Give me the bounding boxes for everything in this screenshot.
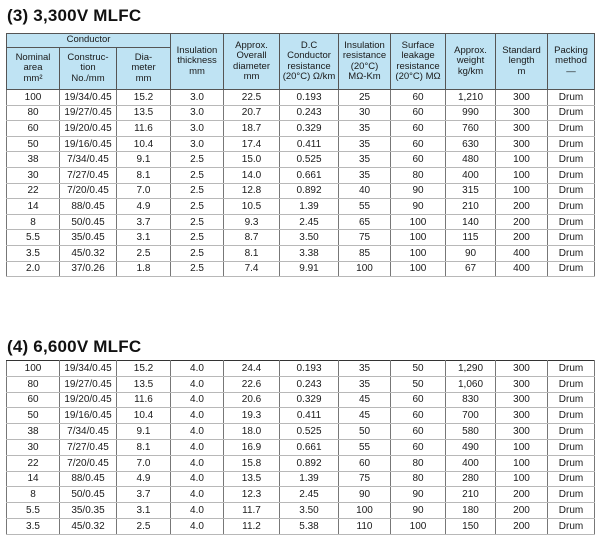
insulation-resistance-cell: 110 (339, 518, 391, 534)
packing-method-cell: Drum (548, 455, 595, 471)
diameter-cell: 7.0 (117, 455, 171, 471)
insulation-thickness-cell: 3.0 (171, 121, 224, 137)
standard-length-header: Standard length m (496, 34, 548, 90)
packing-method-header: Packing method — (548, 34, 595, 90)
surface-leakage-cell: 90 (391, 487, 446, 503)
diameter-cell: 3.1 (117, 230, 171, 246)
standard-length-cell: 300 (496, 361, 548, 377)
table-row (7, 245, 595, 261)
nominal-area-cell: 100 (7, 90, 60, 106)
surface-leakage-cell: 80 (391, 455, 446, 471)
table-row (7, 487, 595, 503)
insulation-resistance-cell: 60 (339, 455, 391, 471)
diameter-cell: 9.1 (117, 424, 171, 440)
insulation-resistance-cell: 35 (339, 136, 391, 152)
surface-leakage-cell: 100 (391, 245, 446, 261)
insulation-thickness-cell: 4.0 (171, 361, 224, 377)
diameter-cell: 3.7 (117, 487, 171, 503)
standard-length-cell: 200 (496, 503, 548, 519)
construction-cell: 50/0.45 (60, 487, 117, 503)
nominal-area-cell: 5.5 (7, 230, 60, 246)
packing-method-cell: Drum (548, 183, 595, 199)
construction-cell: 7/27/0.45 (60, 167, 117, 183)
overall-diameter-cell: 16.9 (224, 439, 280, 455)
insulation-thickness-cell: 4.0 (171, 455, 224, 471)
dc-resistance-cell: 0.525 (280, 424, 339, 440)
overall-diameter-cell: 13.5 (224, 471, 280, 487)
nominal-area-cell: 8 (7, 214, 60, 230)
insulation-thickness-cell: 4.0 (171, 487, 224, 503)
surface-leakage-cell: 60 (391, 121, 446, 137)
standard-length-cell: 300 (496, 121, 548, 137)
nominal-area-cell: 2.0 (7, 261, 60, 277)
table-row (7, 167, 595, 183)
insulation-resistance-cell: 100 (339, 503, 391, 519)
insulation-thickness-cell: 2.5 (171, 183, 224, 199)
construction-cell: 7/20/0.45 (60, 183, 117, 199)
surface-leakage-cell: 60 (391, 105, 446, 121)
dc-resistance-cell: 5.38 (280, 518, 339, 534)
weight-cell: 760 (446, 121, 496, 137)
packing-method-cell: Drum (548, 230, 595, 246)
section-title-3300v: (3) 3,300V MLFC (7, 6, 142, 25)
insulation-thickness-cell: 4.0 (171, 518, 224, 534)
weight-cell: 630 (446, 136, 496, 152)
packing-method-cell: Drum (548, 152, 595, 168)
diameter-cell: 2.5 (117, 518, 171, 534)
table-row (7, 503, 595, 519)
construction-cell: 19/27/0.45 (60, 376, 117, 392)
overall-diameter-cell: 22.6 (224, 376, 280, 392)
surface-leakage-cell: 60 (391, 136, 446, 152)
insulation-thickness-header: Insulation thickness mm (171, 34, 224, 90)
insulation-resistance-cell: 40 (339, 183, 391, 199)
standard-length-cell: 300 (496, 90, 548, 106)
diameter-cell: 13.5 (117, 376, 171, 392)
surface-leakage-cell: 50 (391, 376, 446, 392)
nominal-area-cell: 22 (7, 455, 60, 471)
standard-length-cell: 400 (496, 245, 548, 261)
construction-cell: 19/16/0.45 (60, 408, 117, 424)
table-row (7, 90, 595, 106)
surface-leakage-cell: 60 (391, 408, 446, 424)
insulation-resistance-cell: 75 (339, 471, 391, 487)
dc-resistance-cell: 3.38 (280, 245, 339, 261)
nominal-area-cell: 30 (7, 439, 60, 455)
overall-diameter-cell: 12.8 (224, 183, 280, 199)
dc-resistance-cell: 0.411 (280, 136, 339, 152)
insulation-resistance-cell: 35 (339, 361, 391, 377)
diameter-cell: 7.0 (117, 183, 171, 199)
packing-method-cell: Drum (548, 503, 595, 519)
weight-cell: 180 (446, 503, 496, 519)
nominal-area-cell: 50 (7, 408, 60, 424)
insulation-resistance-cell: 35 (339, 167, 391, 183)
standard-length-cell: 200 (496, 230, 548, 246)
dc-resistance-cell: 0.411 (280, 408, 339, 424)
insulation-thickness-cell: 4.0 (171, 471, 224, 487)
table-row (7, 136, 595, 152)
weight-cell: 1,060 (446, 376, 496, 392)
insulation-thickness-cell: 2.5 (171, 167, 224, 183)
nominal-area-cell: 22 (7, 183, 60, 199)
packing-method-cell: Drum (548, 121, 595, 137)
diameter-cell: 10.4 (117, 408, 171, 424)
insulation-thickness-cell: 2.5 (171, 199, 224, 215)
construction-cell: 19/34/0.45 (60, 361, 117, 377)
construction-cell: 37/0.26 (60, 261, 117, 277)
diameter-header: Dia- meter mm (117, 48, 171, 90)
dc-resistance-cell: 0.193 (280, 90, 339, 106)
weight-cell: 400 (446, 167, 496, 183)
diameter-cell: 9.1 (117, 152, 171, 168)
dc-resistance-cell: 2.45 (280, 487, 339, 503)
standard-length-cell: 200 (496, 487, 548, 503)
weight-cell: 150 (446, 518, 496, 534)
diameter-cell: 10.4 (117, 136, 171, 152)
standard-length-cell: 100 (496, 455, 548, 471)
overall-diameter-cell: 10.5 (224, 199, 280, 215)
dc-resistance-cell: 9.91 (280, 261, 339, 277)
construction-cell: 35/0.45 (60, 230, 117, 246)
weight-cell: 210 (446, 487, 496, 503)
diameter-cell: 15.2 (117, 90, 171, 106)
surface-leakage-cell: 60 (391, 152, 446, 168)
insulation-thickness-cell: 2.5 (171, 261, 224, 277)
insulation-resistance-header: Insulation resistance (20°C) MΩ-Km (339, 34, 391, 90)
weight-cell: 67 (446, 261, 496, 277)
insulation-resistance-cell: 55 (339, 439, 391, 455)
insulation-thickness-cell: 4.0 (171, 439, 224, 455)
packing-method-cell: Drum (548, 245, 595, 261)
construction-cell: 7/34/0.45 (60, 424, 117, 440)
construction-header: Construc- tion No./mm (60, 48, 117, 90)
table-row (7, 214, 595, 230)
overall-diameter-cell: 14.0 (224, 167, 280, 183)
dc-resistance-cell: 0.525 (280, 152, 339, 168)
diameter-cell: 11.6 (117, 121, 171, 137)
overall-diameter-cell: 22.5 (224, 90, 280, 106)
packing-method-cell: Drum (548, 90, 595, 106)
surface-leakage-cell: 100 (391, 261, 446, 277)
packing-method-cell: Drum (548, 424, 595, 440)
weight-cell: 140 (446, 214, 496, 230)
standard-length-cell: 100 (496, 183, 548, 199)
table-row (7, 230, 595, 246)
insulation-resistance-cell: 100 (339, 261, 391, 277)
insulation-thickness-cell: 3.0 (171, 90, 224, 106)
overall-diameter-cell: 12.3 (224, 487, 280, 503)
table-row (7, 408, 595, 424)
weight-cell: 1,210 (446, 90, 496, 106)
nominal-area-cell: 14 (7, 199, 60, 215)
packing-method-cell: Drum (548, 261, 595, 277)
packing-method-cell: Drum (548, 471, 595, 487)
nominal-area-cell: 100 (7, 361, 60, 377)
dc-resistance-cell: 3.50 (280, 230, 339, 246)
overall-diameter-cell: 20.6 (224, 392, 280, 408)
surface-leakage-cell: 60 (391, 90, 446, 106)
surface-leakage-cell: 90 (391, 183, 446, 199)
packing-method-cell: Drum (548, 518, 595, 534)
nominal-area-cell: 38 (7, 424, 60, 440)
weight-cell: 315 (446, 183, 496, 199)
weight-cell: 210 (446, 199, 496, 215)
table-row (7, 376, 595, 392)
overall-diameter-cell: 7.4 (224, 261, 280, 277)
construction-cell: 45/0.32 (60, 245, 117, 261)
dc-resistance-cell: 0.329 (280, 392, 339, 408)
insulation-thickness-cell: 2.5 (171, 152, 224, 168)
construction-cell: 19/34/0.45 (60, 90, 117, 106)
diameter-cell: 8.1 (117, 439, 171, 455)
table-row (7, 471, 595, 487)
weight-cell: 115 (446, 230, 496, 246)
overall-diameter-cell: 17.4 (224, 136, 280, 152)
construction-cell: 7/27/0.45 (60, 439, 117, 455)
table-row (7, 439, 595, 455)
packing-method-cell: Drum (548, 439, 595, 455)
packing-method-cell: Drum (548, 376, 595, 392)
overall-diameter-cell: 15.0 (224, 152, 280, 168)
surface-leakage-cell: 100 (391, 518, 446, 534)
weight-header: Approx. weight kg/km (446, 34, 496, 90)
dc-resistance-cell: 1.39 (280, 471, 339, 487)
construction-cell: 7/20/0.45 (60, 455, 117, 471)
diameter-cell: 11.6 (117, 392, 171, 408)
nominal-area-cell: 38 (7, 152, 60, 168)
construction-cell: 19/16/0.45 (60, 136, 117, 152)
spec-table-3300v (6, 33, 595, 277)
construction-cell: 19/20/0.45 (60, 121, 117, 137)
surface-leakage-cell: 90 (391, 503, 446, 519)
packing-method-cell: Drum (548, 105, 595, 121)
dc-resistance-cell: 0.892 (280, 455, 339, 471)
diameter-cell: 15.2 (117, 361, 171, 377)
table-row (7, 199, 595, 215)
diameter-cell: 4.9 (117, 471, 171, 487)
insulation-thickness-cell: 4.0 (171, 408, 224, 424)
surface-leakage-header: Surface leakage resistance (20°C) MΩ (391, 34, 446, 90)
insulation-thickness-cell: 4.0 (171, 503, 224, 519)
dc-resistance-cell: 0.661 (280, 167, 339, 183)
insulation-thickness-cell: 2.5 (171, 245, 224, 261)
construction-cell: 88/0.45 (60, 471, 117, 487)
construction-cell: 45/0.32 (60, 518, 117, 534)
packing-method-cell: Drum (548, 408, 595, 424)
diameter-cell: 13.5 (117, 105, 171, 121)
nominal-area-header: Nominal area mm² (7, 48, 60, 90)
table-row (7, 152, 595, 168)
nominal-area-cell: 14 (7, 471, 60, 487)
table-row (7, 261, 595, 277)
section-title-6600v: (4) 6,600V MLFC (7, 337, 142, 356)
standard-length-cell: 300 (496, 136, 548, 152)
surface-leakage-cell: 80 (391, 471, 446, 487)
nominal-area-cell: 8 (7, 487, 60, 503)
insulation-resistance-cell: 45 (339, 392, 391, 408)
table-body-6600v (7, 361, 595, 535)
table-row (7, 361, 595, 377)
weight-cell: 90 (446, 245, 496, 261)
diameter-cell: 4.9 (117, 199, 171, 215)
dc-resistance-cell: 0.243 (280, 105, 339, 121)
dc-resistance-cell: 0.892 (280, 183, 339, 199)
overall-diameter-cell: 18.0 (224, 424, 280, 440)
dc-resistance-cell: 1.39 (280, 199, 339, 215)
standard-length-cell: 300 (496, 105, 548, 121)
insulation-resistance-cell: 35 (339, 121, 391, 137)
standard-length-cell: 300 (496, 376, 548, 392)
table-row (7, 392, 595, 408)
standard-length-cell: 300 (496, 424, 548, 440)
overall-diameter-cell: 9.3 (224, 214, 280, 230)
nominal-area-cell: 80 (7, 376, 60, 392)
standard-length-cell: 100 (496, 167, 548, 183)
insulation-thickness-cell: 2.5 (171, 230, 224, 246)
insulation-resistance-cell: 90 (339, 487, 391, 503)
surface-leakage-cell: 80 (391, 167, 446, 183)
surface-leakage-cell: 100 (391, 230, 446, 246)
packing-method-cell: Drum (548, 487, 595, 503)
insulation-resistance-cell: 55 (339, 199, 391, 215)
diameter-cell: 1.8 (117, 261, 171, 277)
dc-resistance-cell: 2.45 (280, 214, 339, 230)
weight-cell: 1,290 (446, 361, 496, 377)
table-row (7, 455, 595, 471)
construction-cell: 19/27/0.45 (60, 105, 117, 121)
diameter-cell: 3.7 (117, 214, 171, 230)
standard-length-cell: 400 (496, 261, 548, 277)
standard-length-cell: 100 (496, 439, 548, 455)
dc-resistance-cell: 3.50 (280, 503, 339, 519)
standard-length-cell: 300 (496, 408, 548, 424)
nominal-area-cell: 50 (7, 136, 60, 152)
packing-method-cell: Drum (548, 199, 595, 215)
insulation-thickness-cell: 3.0 (171, 136, 224, 152)
construction-cell: 50/0.45 (60, 214, 117, 230)
insulation-resistance-cell: 45 (339, 408, 391, 424)
nominal-area-cell: 60 (7, 392, 60, 408)
insulation-thickness-cell: 2.5 (171, 214, 224, 230)
overall-diameter-header: Approx. Overall diameter mm (224, 34, 280, 90)
diameter-cell: 8.1 (117, 167, 171, 183)
standard-length-cell: 100 (496, 152, 548, 168)
packing-method-cell: Drum (548, 392, 595, 408)
table-row (7, 105, 595, 121)
standard-length-cell: 300 (496, 392, 548, 408)
insulation-resistance-cell: 35 (339, 152, 391, 168)
packing-method-cell: Drum (548, 167, 595, 183)
weight-cell: 490 (446, 439, 496, 455)
surface-leakage-cell: 60 (391, 424, 446, 440)
insulation-resistance-cell: 50 (339, 424, 391, 440)
dc-resistance-cell: 0.243 (280, 376, 339, 392)
overall-diameter-cell: 18.7 (224, 121, 280, 137)
table-body-3300v (7, 90, 595, 277)
packing-method-cell: Drum (548, 136, 595, 152)
insulation-resistance-cell: 65 (339, 214, 391, 230)
nominal-area-cell: 80 (7, 105, 60, 121)
nominal-area-cell: 60 (7, 121, 60, 137)
spec-table-6600v (6, 360, 595, 535)
nominal-area-cell: 30 (7, 167, 60, 183)
insulation-thickness-cell: 3.0 (171, 105, 224, 121)
overall-diameter-cell: 11.7 (224, 503, 280, 519)
packing-method-cell: Drum (548, 361, 595, 377)
weight-cell: 580 (446, 424, 496, 440)
dc-resistance-cell: 0.661 (280, 439, 339, 455)
nominal-area-cell: 3.5 (7, 518, 60, 534)
construction-cell: 88/0.45 (60, 199, 117, 215)
table-row (7, 518, 595, 534)
standard-length-cell: 200 (496, 214, 548, 230)
nominal-area-cell: 3.5 (7, 245, 60, 261)
insulation-resistance-cell: 35 (339, 376, 391, 392)
weight-cell: 400 (446, 455, 496, 471)
overall-diameter-cell: 8.1 (224, 245, 280, 261)
dc-resistance-header: D.C Conductor resistance (20°C) Ω/km (280, 34, 339, 90)
construction-cell: 19/20/0.45 (60, 392, 117, 408)
surface-leakage-cell: 60 (391, 439, 446, 455)
insulation-resistance-cell: 85 (339, 245, 391, 261)
surface-leakage-cell: 90 (391, 199, 446, 215)
weight-cell: 990 (446, 105, 496, 121)
dc-resistance-cell: 0.193 (280, 361, 339, 377)
weight-cell: 480 (446, 152, 496, 168)
table-row (7, 424, 595, 440)
weight-cell: 830 (446, 392, 496, 408)
overall-diameter-cell: 19.3 (224, 408, 280, 424)
standard-length-cell: 100 (496, 471, 548, 487)
insulation-resistance-cell: 30 (339, 105, 391, 121)
overall-diameter-cell: 8.7 (224, 230, 280, 246)
weight-cell: 700 (446, 408, 496, 424)
packing-method-cell: Drum (548, 214, 595, 230)
standard-length-cell: 200 (496, 199, 548, 215)
insulation-thickness-cell: 4.0 (171, 376, 224, 392)
overall-diameter-cell: 15.8 (224, 455, 280, 471)
construction-cell: 35/0.35 (60, 503, 117, 519)
table-row (7, 121, 595, 137)
diameter-cell: 2.5 (117, 245, 171, 261)
surface-leakage-cell: 50 (391, 361, 446, 377)
overall-diameter-cell: 20.7 (224, 105, 280, 121)
insulation-thickness-cell: 4.0 (171, 392, 224, 408)
overall-diameter-cell: 24.4 (224, 361, 280, 377)
conductor-header: Conductor (7, 34, 171, 48)
surface-leakage-cell: 100 (391, 214, 446, 230)
diameter-cell: 3.1 (117, 503, 171, 519)
dc-resistance-cell: 0.329 (280, 121, 339, 137)
nominal-area-cell: 5.5 (7, 503, 60, 519)
overall-diameter-cell: 11.2 (224, 518, 280, 534)
insulation-resistance-cell: 25 (339, 90, 391, 106)
construction-cell: 7/34/0.45 (60, 152, 117, 168)
table-row (7, 183, 595, 199)
insulation-thickness-cell: 4.0 (171, 424, 224, 440)
weight-cell: 280 (446, 471, 496, 487)
insulation-resistance-cell: 75 (339, 230, 391, 246)
surface-leakage-cell: 60 (391, 392, 446, 408)
standard-length-cell: 200 (496, 518, 548, 534)
